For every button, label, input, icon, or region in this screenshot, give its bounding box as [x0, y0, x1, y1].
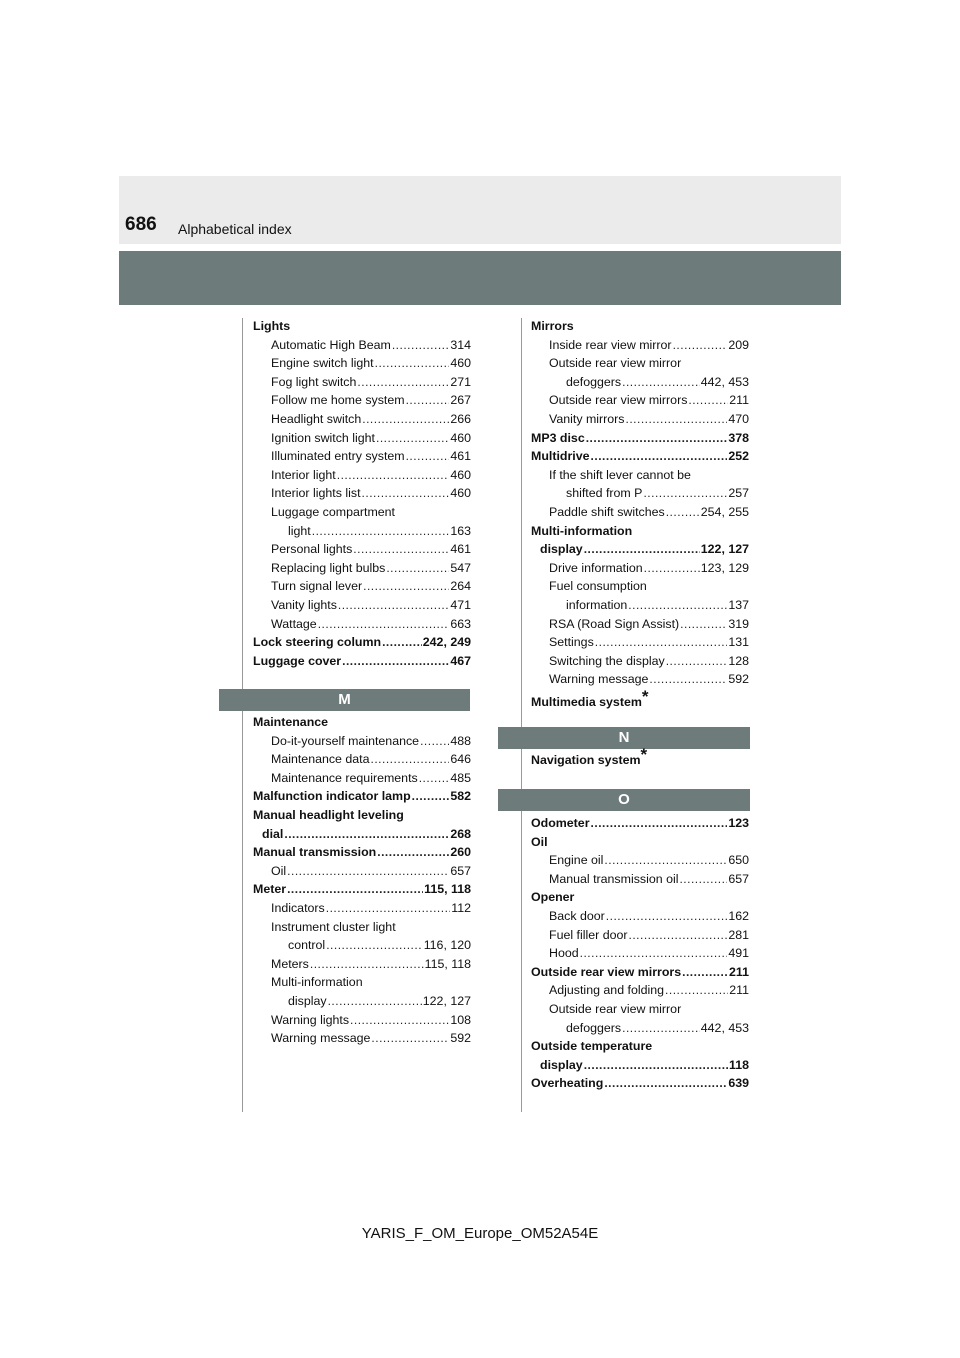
- entry-text: Do-it-yourself maintenance: [271, 733, 420, 748]
- right-column: [531, 317, 749, 711]
- entry-text: Hood: [549, 946, 579, 961]
- page-ref: 131: [728, 635, 749, 650]
- entry-continuation: display: [540, 542, 583, 557]
- page-ref: 442, 453: [700, 374, 749, 389]
- index-entry-line: [531, 540, 749, 559]
- section-letter-m: M: [219, 689, 470, 711]
- index-entry-line: [253, 843, 471, 862]
- dot-leader: [604, 1074, 727, 1093]
- index-entry-luggage-cover: [253, 652, 471, 671]
- page-ref: 378: [728, 430, 749, 445]
- index-entry-line: [531, 907, 749, 926]
- index-entry-line: [253, 447, 471, 466]
- entry-text: Fuel filler door: [549, 927, 628, 942]
- header-bar: [119, 251, 841, 305]
- dot-leader: [420, 732, 449, 751]
- page-number: 686: [125, 214, 157, 235]
- page-ref: 592: [728, 672, 749, 687]
- index-entry-line: [253, 410, 471, 429]
- page-ref: 115, 118: [424, 882, 471, 897]
- index-entry-line: [253, 787, 471, 806]
- entry-continuation: information: [566, 597, 628, 612]
- column-rule-left: [242, 318, 243, 1112]
- entry-text: Engine oil: [549, 853, 604, 868]
- dot-leader: [649, 670, 727, 689]
- page-ref: 162: [728, 908, 749, 923]
- index-entry-line: [253, 1029, 471, 1048]
- dot-leader: [287, 880, 423, 899]
- page-ref: 281: [728, 927, 749, 942]
- index-entry-line: [531, 633, 749, 652]
- entry-text: Fuel consumption: [549, 579, 647, 594]
- index-entry-line: [531, 410, 749, 429]
- page-ref: 266: [450, 411, 471, 426]
- page-ref: 115, 118: [424, 956, 471, 971]
- index-entry-multi-information: [531, 522, 749, 689]
- entry-text: Odometer: [531, 816, 590, 830]
- entry-text: Turn signal lever: [271, 579, 363, 594]
- index-entry-line: [253, 936, 471, 955]
- entry-text: Warning lights: [271, 1012, 350, 1027]
- index-entry-line: [253, 391, 471, 410]
- dot-leader: [328, 992, 422, 1011]
- asterisk-mark: *: [641, 686, 649, 706]
- entry-continuation: shifted from P: [566, 486, 643, 501]
- entry-text: Luggage compartment: [271, 504, 395, 519]
- index-entry-line: [253, 750, 471, 769]
- dot-leader: [591, 814, 728, 833]
- dot-leader: [644, 559, 700, 578]
- dot-leader: [679, 870, 727, 889]
- dot-leader: [357, 373, 449, 392]
- index-entry-line: [253, 540, 471, 559]
- page-ref: 467: [450, 653, 471, 668]
- dot-leader: [392, 336, 449, 355]
- dot-leader: [377, 843, 449, 862]
- index-entry-overheating: [531, 1074, 749, 1093]
- index-entry-line: [531, 981, 749, 1000]
- right-column-o: [531, 814, 749, 1093]
- dot-leader: [666, 652, 728, 671]
- index-entry-line: [531, 596, 749, 615]
- page-ref: 646: [450, 752, 471, 767]
- page-ref: 116, 120: [423, 938, 471, 953]
- dot-leader: [666, 503, 700, 522]
- index-entry-line: [531, 429, 749, 448]
- index-entry-line: [253, 769, 471, 788]
- dot-leader: [591, 447, 728, 466]
- dot-leader: [326, 899, 451, 918]
- index-heading-lights: Lights: [253, 319, 291, 333]
- entry-text: Settings: [549, 635, 594, 650]
- right-column-n: [531, 747, 749, 770]
- index-entry-line: [531, 336, 749, 355]
- index-entry-line: [253, 336, 471, 355]
- page-ref: 547: [450, 560, 471, 575]
- index-entry-line: [531, 391, 749, 410]
- index-entry-outside-mirrors: [531, 963, 749, 1037]
- entry-continuation: defoggers: [566, 374, 622, 389]
- index-entry-line: [531, 503, 749, 522]
- asterisk-mark: *: [640, 745, 648, 764]
- index-entry-lock-steering: [253, 633, 471, 652]
- dot-leader: [386, 559, 449, 578]
- page-ref: 118: [729, 1057, 749, 1072]
- dot-leader: [406, 391, 450, 410]
- dot-leader: [312, 522, 450, 541]
- entry-continuation: display: [540, 1057, 583, 1072]
- index-heading-mirrors: Mirrors: [531, 319, 574, 333]
- index-entry-line: [531, 484, 749, 503]
- index-entry-line: [531, 926, 749, 945]
- entry-text: Meters: [271, 956, 309, 971]
- page-ref: 252: [728, 449, 749, 464]
- index-entry-line: [531, 1074, 749, 1093]
- index-entry-line: [253, 825, 471, 844]
- entry-text: Vanity mirrors: [549, 411, 625, 426]
- entry-text: Multi-information: [531, 523, 633, 538]
- entry-text: Headlight switch: [271, 411, 362, 426]
- maintenance-subentries: [253, 732, 471, 788]
- page-ref: 491: [728, 946, 749, 961]
- index-entry-line: [531, 615, 749, 634]
- entry-text: MP3 disc: [531, 430, 585, 445]
- entry-text: Inside rear view mirror: [549, 337, 672, 352]
- page-ref: 485: [450, 770, 471, 785]
- page-ref: 488: [450, 733, 471, 748]
- page-ref: 267: [450, 393, 471, 408]
- index-entry-line: [253, 899, 471, 918]
- index-entry-line: [531, 652, 749, 671]
- index-entry-multidrive: [531, 447, 749, 521]
- dot-leader: [584, 540, 700, 559]
- entry-text: Maintenance data: [271, 752, 370, 767]
- dot-leader: [665, 981, 728, 1000]
- dot-leader: [622, 373, 700, 392]
- dot-leader: [382, 633, 422, 652]
- dot-leader: [643, 484, 727, 503]
- entry-text: Overheating: [531, 1076, 604, 1091]
- dot-leader: [629, 926, 728, 945]
- dot-leader: [375, 354, 450, 373]
- dot-leader: [337, 466, 450, 485]
- entry-text: Automatic High Beam: [271, 337, 391, 352]
- entry-text: Personal lights: [271, 542, 353, 557]
- page-ref: 314: [450, 337, 471, 352]
- index-entry-line: [253, 955, 471, 974]
- dot-leader: [338, 596, 449, 615]
- page-ref: 257: [728, 486, 749, 501]
- entry-text: Paddle shift switches: [549, 504, 665, 519]
- dot-leader: [673, 336, 728, 355]
- page-ref: 663: [450, 616, 471, 631]
- page-ref: 470: [728, 411, 749, 426]
- oil-subentries: [531, 851, 749, 888]
- dot-leader: [406, 447, 450, 466]
- entry-text: Instrument cluster light: [271, 919, 396, 934]
- page-ref: 128: [728, 653, 749, 668]
- page-ref: 319: [728, 616, 749, 631]
- page-ref: 271: [450, 374, 471, 389]
- page-ref: 264: [450, 579, 471, 594]
- entry-continuation: defoggers: [566, 1020, 622, 1035]
- page-ref: 211: [729, 393, 749, 408]
- index-heading-opener: Opener: [531, 890, 575, 905]
- entry-text: Replacing light bulbs: [271, 560, 386, 575]
- index-entry-line: [531, 670, 749, 689]
- index-entry-manual-headlight: [253, 806, 471, 843]
- dot-leader: [419, 769, 450, 788]
- page-ref: 460: [450, 430, 471, 445]
- page-ref: 123, 129: [700, 560, 749, 575]
- page-ref: 108: [450, 1012, 471, 1027]
- dot-leader: [412, 787, 450, 806]
- dot-leader: [580, 944, 728, 963]
- page-ref: 122, 127: [700, 542, 749, 557]
- page-ref: 209: [728, 337, 749, 352]
- entry-text: Warning message: [271, 1031, 371, 1046]
- entry-text: Back door: [549, 908, 605, 923]
- entry-text: Manual transmission oil: [549, 871, 679, 886]
- page-ref: 461: [450, 542, 471, 557]
- index-entry-line: [531, 1019, 749, 1038]
- entry-continuation: display: [288, 993, 327, 1008]
- dot-leader: [284, 825, 449, 844]
- entry-text: Outside temperature: [531, 1039, 653, 1054]
- entry-text: Manual transmission: [253, 845, 377, 860]
- page-ref: 657: [728, 871, 749, 886]
- entry-text: Maintenance requirements: [271, 770, 418, 785]
- dot-leader: [604, 851, 727, 870]
- page-ref: 639: [728, 1076, 749, 1091]
- page-ref: 442, 453: [700, 1020, 749, 1035]
- index-entry-line: [531, 373, 749, 392]
- entry-text: Ignition switch light: [271, 430, 375, 445]
- page-ref: 268: [450, 826, 471, 841]
- page-ref: 461: [450, 449, 471, 464]
- entry-text: Interior light: [271, 467, 336, 482]
- dot-leader: [318, 615, 450, 634]
- index-entry-line: [253, 732, 471, 751]
- page-ref: 163: [450, 523, 471, 538]
- entry-text: Outside rear view mirror: [549, 356, 682, 371]
- dot-leader: [363, 577, 449, 596]
- mirrors-subentries: [531, 336, 749, 429]
- entry-continuation: control: [288, 938, 326, 953]
- index-heading-maintenance: Maintenance: [253, 715, 329, 729]
- index-entry-navigation: [531, 745, 749, 770]
- dot-leader: [680, 615, 727, 634]
- index-entry-line: [253, 577, 471, 596]
- index-entry-line: [531, 447, 749, 466]
- index-entry-line: [253, 466, 471, 485]
- entry-text: Luggage cover: [253, 653, 342, 668]
- page-ref: 242, 249: [422, 635, 471, 650]
- navigation-label: Navigation system: [531, 753, 641, 767]
- dot-leader: [626, 410, 728, 429]
- dot-leader: [595, 633, 728, 652]
- index-entry-line: [253, 373, 471, 392]
- dot-leader: [350, 1011, 449, 1030]
- page-ref: 211: [729, 983, 749, 998]
- dot-leader: [371, 1029, 449, 1048]
- dot-leader: [362, 484, 450, 503]
- entry-text: Illuminated entry system: [271, 449, 405, 464]
- section-letter-n: N: [498, 727, 750, 749]
- dot-leader: [371, 750, 450, 769]
- index-entry-line: [253, 633, 471, 652]
- page-ref: 657: [450, 863, 471, 878]
- entry-text: Warning message: [549, 672, 649, 687]
- entry-text: Manual headlight leveling: [253, 807, 404, 822]
- section-letter-o: O: [498, 789, 750, 811]
- lights-subentries: [253, 336, 471, 634]
- index-entry-malfunction: [253, 787, 471, 806]
- page-ref: 460: [450, 467, 471, 482]
- index-entry-line: [531, 851, 749, 870]
- dot-leader: [287, 862, 449, 881]
- index-heading-oil: Oil: [531, 834, 548, 849]
- entry-text: Follow me home system: [271, 393, 405, 408]
- index-entry-line: [253, 880, 471, 899]
- entry-text: Oil: [271, 863, 287, 878]
- page-ref: 254, 255: [700, 504, 749, 519]
- entry-text: Multidrive: [531, 449, 590, 464]
- document-code: YARIS_F_OM_Europe_OM52A54E: [361, 1225, 599, 1242]
- entry-text: Drive information: [549, 560, 643, 575]
- entry-continuation: dial: [262, 826, 284, 841]
- index-entry-line: [253, 522, 471, 541]
- entry-text: Switching the display: [549, 653, 665, 668]
- index-entry-outside-temperature: [531, 1037, 749, 1074]
- index-entry-mp3: [531, 429, 749, 448]
- index-entry-line: [253, 559, 471, 578]
- dot-leader: [326, 936, 422, 955]
- index-entry-line: [253, 1011, 471, 1030]
- dot-leader: [310, 955, 424, 974]
- index-entry-line: [531, 963, 749, 982]
- index-entry-meter: [253, 880, 471, 1047]
- dot-leader: [342, 652, 449, 671]
- entry-text: Lock steering column: [253, 635, 382, 650]
- page-ref: 137: [728, 597, 749, 612]
- left-column: [253, 317, 471, 670]
- entry-text: Outside rear view mirrors: [549, 393, 688, 408]
- dot-leader: [376, 429, 449, 448]
- page-ref: 260: [450, 845, 471, 860]
- index-entry-line: [531, 559, 749, 578]
- dot-leader: [628, 596, 727, 615]
- dot-leader: [606, 907, 728, 926]
- entry-text: Multi-information: [271, 975, 363, 990]
- entry-continuation: light: [288, 523, 311, 538]
- index-entry-line: [531, 1056, 749, 1075]
- page-ref: 650: [728, 853, 749, 868]
- page-ref: 460: [450, 356, 471, 371]
- dot-leader: [353, 540, 449, 559]
- index-entry-line: [253, 354, 471, 373]
- index-entry-line: [253, 992, 471, 1011]
- page-ref: 112: [451, 900, 471, 915]
- index-entry-line: [531, 814, 749, 833]
- dot-leader: [584, 1056, 728, 1075]
- index-entry-line: [253, 615, 471, 634]
- index-entry-line: [253, 484, 471, 503]
- entry-text: Wattage: [271, 616, 317, 631]
- dot-leader: [362, 410, 449, 429]
- section-title: Alphabetical index: [178, 221, 292, 237]
- dot-leader: [622, 1019, 700, 1038]
- index-entry-line: [531, 870, 749, 889]
- index-entry-multimedia: [531, 686, 749, 712]
- page-ref: 211: [729, 964, 749, 979]
- column-rule-right: [521, 318, 522, 1112]
- page-ref: 592: [450, 1031, 471, 1046]
- entry-text: Outside rear view mirrors: [531, 964, 682, 979]
- entry-text: If the shift lever cannot be: [549, 467, 691, 482]
- entry-text: Outside rear view mirror: [549, 1001, 682, 1016]
- entry-text: Engine switch light: [271, 356, 374, 371]
- entry-text: Interior lights list: [271, 486, 361, 501]
- page-ref: 460: [450, 486, 471, 501]
- page-ref: 471: [450, 597, 471, 612]
- index-entry-line: [253, 652, 471, 671]
- index-entry-line: [253, 596, 471, 615]
- page-ref: 582: [450, 789, 471, 804]
- opener-subentries: [531, 907, 749, 963]
- entry-text: Indicators: [271, 900, 325, 915]
- dot-leader: [682, 963, 728, 982]
- dot-leader: [688, 391, 728, 410]
- index-entry-line: [253, 429, 471, 448]
- dot-leader: [586, 429, 728, 448]
- index-entry-odometer: [531, 814, 749, 833]
- index-entry-line: [253, 862, 471, 881]
- entry-text: Adjusting and folding: [549, 983, 665, 998]
- left-column-m: [253, 713, 471, 1048]
- page-ref: 123: [728, 816, 749, 830]
- index-entry-manual-transmission: [253, 843, 471, 880]
- entry-text: RSA (Road Sign Assist): [549, 616, 680, 631]
- index-entry-line: [531, 944, 749, 963]
- page-ref: 122, 127: [422, 993, 471, 1008]
- multimedia-label: Multimedia system: [531, 694, 642, 709]
- entry-text: Malfunction indicator lamp: [253, 789, 411, 804]
- entry-text: Vanity lights: [271, 597, 337, 612]
- entry-text: Fog light switch: [271, 374, 357, 389]
- entry-text: Meter: [253, 882, 287, 897]
